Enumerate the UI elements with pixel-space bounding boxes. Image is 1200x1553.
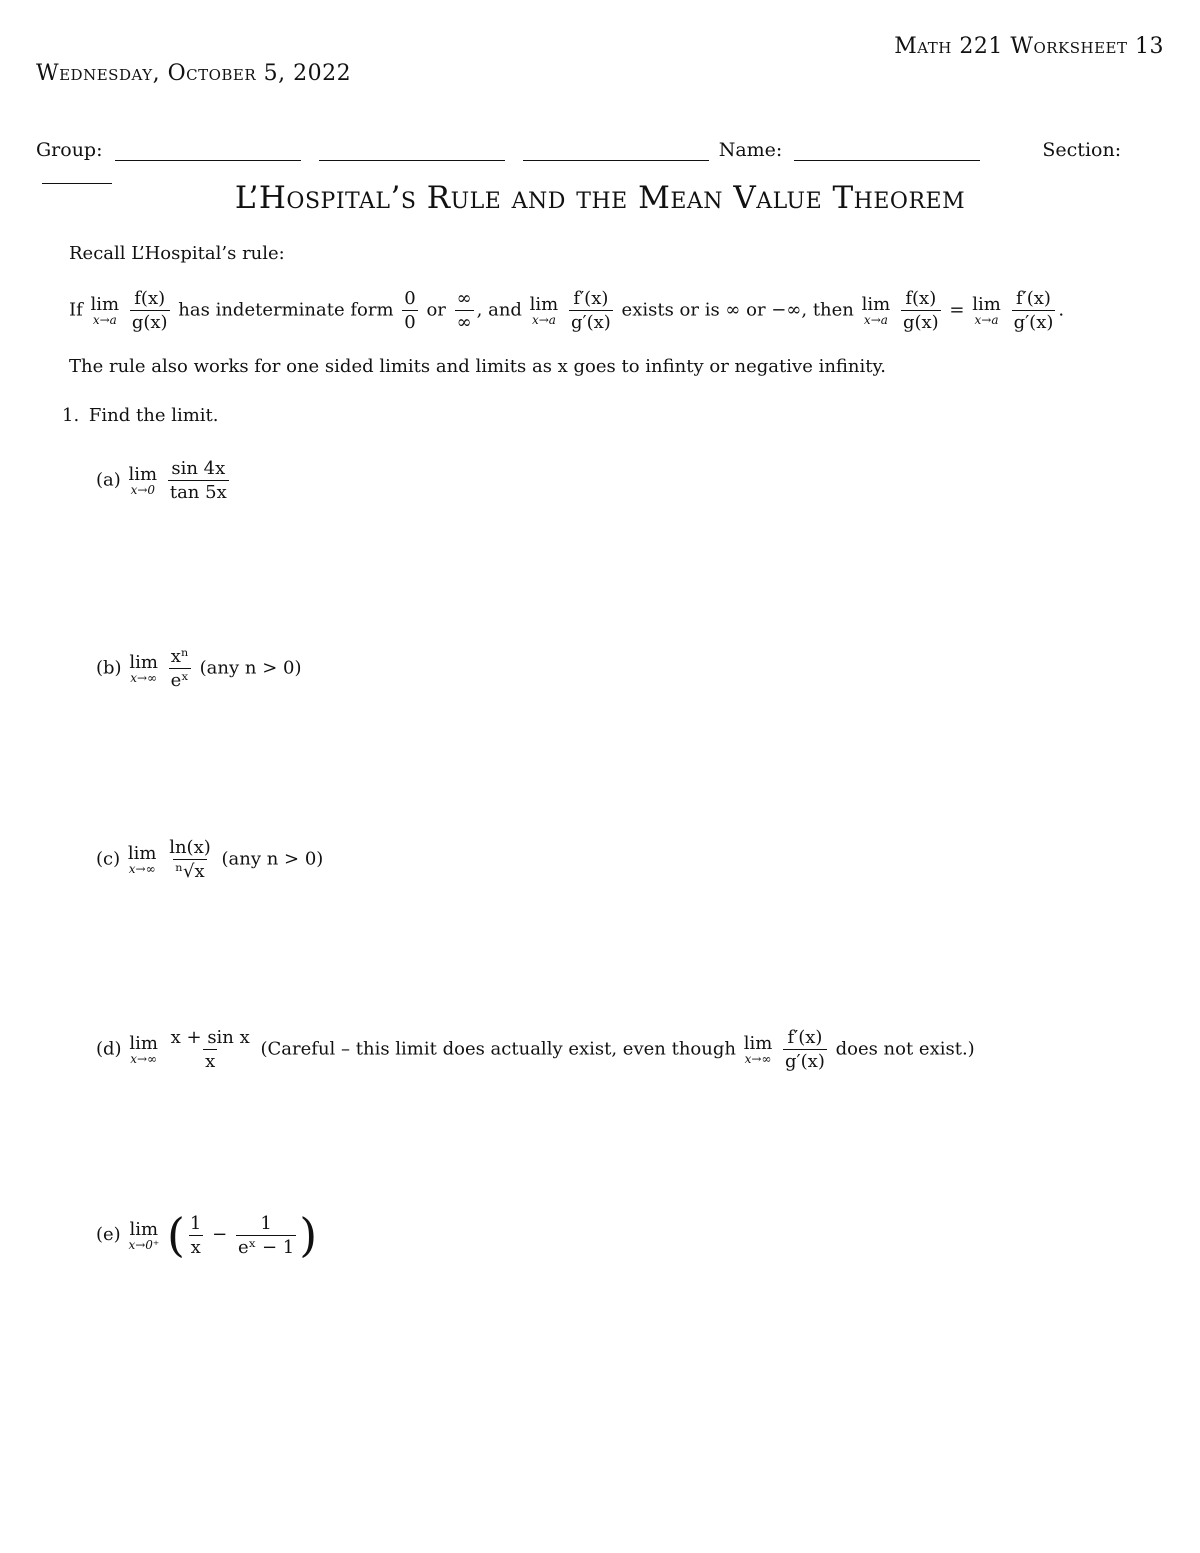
name-blank[interactable] [794, 138, 980, 161]
part-b-label: (b) [96, 657, 122, 679]
name-label: Name: [718, 139, 783, 161]
group-blank-2[interactable] [319, 138, 505, 161]
part-a [96, 458, 232, 503]
course-header: Math 221 Worksheet 13 [894, 34, 1164, 59]
part-d-lim: lim x→∞ [129, 1033, 158, 1066]
date-header: Wednesday, October 5, 2022 [36, 61, 352, 86]
frac-fprime-over-gprime-2: $\frac{f'(x)}{g'(x)}$ [1013, 288, 1054, 333]
part-e-right-paren: ) [299, 1208, 318, 1262]
part-d [96, 1027, 975, 1072]
recall-text: Recall L’Hospital’s rule: [69, 243, 285, 264]
part-d-note-end: does not exist.) [835, 1038, 975, 1060]
part-c-note: (any n > 0) [221, 848, 324, 870]
group-blank-1[interactable] [115, 138, 301, 161]
frac-inf-over-inf: $\frac{\infty}{\infty}$ [456, 288, 472, 333]
part-e-lim: lim x→0⁺ [128, 1218, 160, 1252]
lim-3: lim x→a [861, 294, 891, 327]
rule-or: or [426, 299, 446, 321]
part-c-lim: lim x→∞ [127, 843, 157, 876]
group-label: Group: [36, 139, 103, 161]
section-label: Section: [1042, 139, 1122, 161]
part-c-label: (c) [96, 848, 121, 870]
part-e-label: (e) [96, 1224, 121, 1245]
part-c [96, 837, 323, 882]
part-e-left-paren: ( [166, 1208, 185, 1262]
rule-has-form: has indeterminate form [178, 299, 394, 321]
rule-statement [69, 288, 1064, 333]
part-b-lim: lim x→∞ [129, 652, 158, 685]
part-b-fraction: $\frac{\text{xⁿ}}{\text{eˣ}}$ [170, 646, 189, 691]
group-blank-3[interactable] [523, 138, 709, 161]
frac-f-over-g-2: $\frac{f(x)}{g(x)}$ [902, 288, 939, 333]
part-d-lim-2: lim x→∞ [743, 1033, 773, 1066]
part-d-fraction: $\frac{\text{x + sin x}}{x}$ [170, 1027, 250, 1072]
form-row [36, 138, 1166, 168]
problem-number: 1. [62, 405, 80, 426]
part-b-note: (any n > 0) [199, 657, 302, 679]
problem-1-heading [62, 405, 219, 426]
problem-prompt: Find the limit. [88, 405, 219, 426]
part-b [96, 646, 302, 691]
part-a-lim: lim x→0 [128, 464, 158, 497]
worksheet-title: L’Hospital’s Rule and the Mean Value Theorem [234, 180, 966, 216]
part-d-fprime-over-gprime: $\frac{f'(x)}{g'(x)}$ [785, 1027, 825, 1072]
rule-note: The rule also works for one sided limits and limits as x goes to infinty or negative infinity. [69, 356, 887, 377]
rule-exists: exists or is ∞ or −∞, then [621, 299, 854, 321]
part-d-label: (d) [96, 1038, 122, 1060]
period: . [1058, 299, 1065, 321]
lim-4: lim x→a [972, 294, 1001, 327]
frac-f-over-g-1: $\frac{f(x)}{g(x)}$ [131, 288, 168, 333]
rule-and: , and [476, 299, 522, 321]
part-e-fraction-2: $\frac{1}{\text{eˣ − 1}}$ [237, 1212, 295, 1258]
lim-2: lim x→a [529, 294, 559, 327]
part-a-fraction: $\frac{\sin 4x}{\tan 5x}$ [169, 458, 227, 503]
lim-1: lim x→a [90, 294, 120, 327]
frac-fprime-over-gprime-1: $\frac{f'(x)}{g'(x)}$ [571, 288, 611, 333]
part-e [96, 1208, 317, 1262]
part-a-label: (a) [96, 469, 121, 491]
part-c-fraction: $\frac{\ln(x)}{\text{ⁿ√x}}$ [169, 837, 211, 882]
part-e-fraction-1: $\frac{1}{x}$ [189, 1212, 202, 1258]
part-d-note: (Careful – this limit does actually exist, even though [260, 1038, 736, 1060]
part-e-minus: − [212, 1224, 228, 1245]
frac-zero-over-zero: $\frac{0}{0}$ [404, 288, 416, 333]
equals-sign: = [949, 299, 965, 321]
rule-if: If [69, 299, 83, 321]
